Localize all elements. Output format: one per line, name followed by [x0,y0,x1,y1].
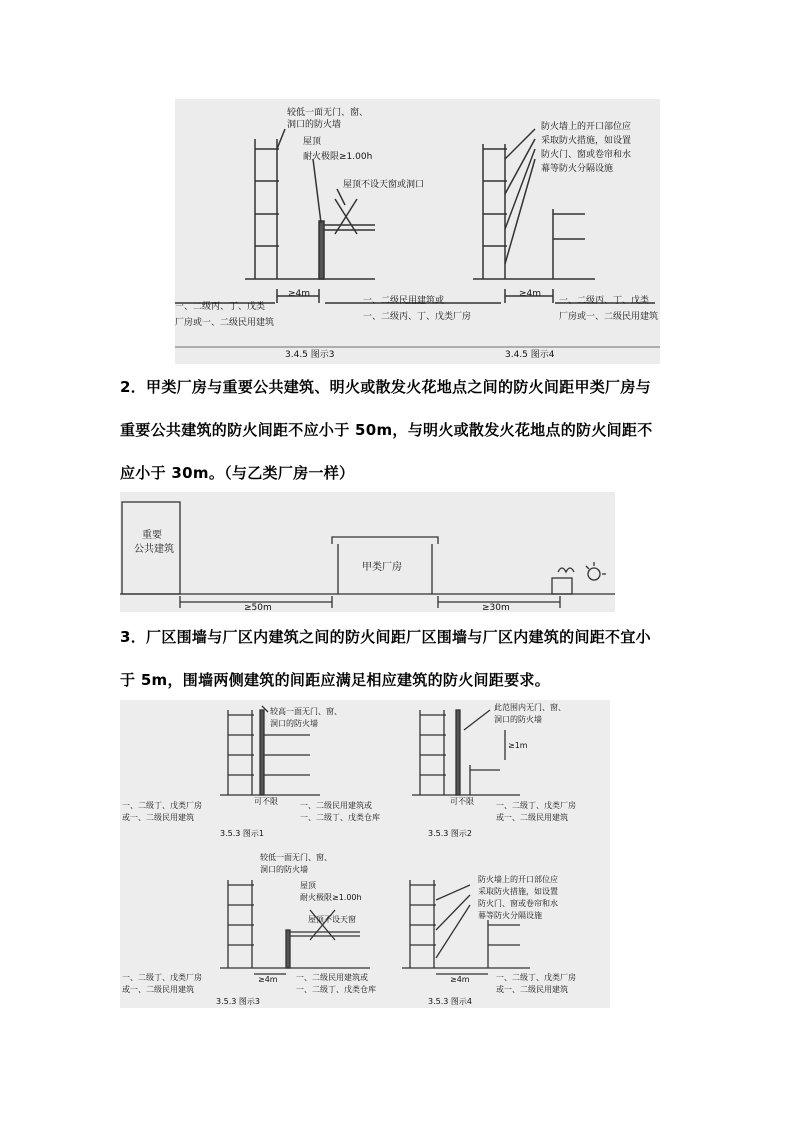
caption-3-4-5-3: 3.4.5 图示3 [285,350,335,360]
note-right-4: 幕等防火分隔设施 [541,164,614,174]
p1-label-right-2: 一、二级丁、戊类仓库 [300,813,380,822]
p3-note-roof-2: 耐火极限≥1.00h [300,893,362,902]
figure-fire-distance-drawing [120,492,615,612]
label-left-2: 厂房或一、二级民用建筑 [175,318,275,328]
note-right-3: 防火门、窗或卷帘和水 [541,150,632,160]
dim-right-panel: ≥4m [519,289,542,299]
paragraph-2 [120,366,680,495]
label-center-2: 一、二级丙、丁、戊类厂房 [363,312,472,322]
p4-caption: 3.5.3 图示4 [428,997,472,1006]
p3-note-wall-1: 较低一面无门、窗、 [260,853,332,862]
p2-label-right-2: 或一、二级民用建筑 [496,813,568,822]
p1-label-left-2: 或一、二级民用建筑 [122,813,194,822]
figure-3-5-3-drawing [120,700,610,1008]
figure-3-4-5 [175,99,660,364]
label-public-building-2: 公共建筑 [134,544,174,555]
note-right-2: 采取防火措施，如设置 [541,136,632,146]
p1-dim: 可不限 [254,797,278,806]
p2-height: ≥1m [508,741,528,750]
paragraph-3-line-2: 于 5m，围墙两侧建筑的间距应满足相应建筑的防火间距要求。 [120,671,550,689]
p2-caption: 3.5.3 图示2 [428,829,472,838]
label-left-1: 一、二级丙、丁、戊类 [175,302,266,312]
p3-note-skylight: 屋顶不设天窗 [308,915,356,924]
p4-label-right-2: 或一、二级民用建筑 [496,985,568,994]
paragraph-3 [120,616,680,702]
note-roof-line-2: 耐火极限≥1.00h [303,152,373,162]
note-wall-line-1: 较低一面无门、窗、 [287,108,369,118]
caption-3-4-5-4: 3.4.5 图示4 [505,350,555,360]
dim-30m: ≥30m [482,603,510,612]
label-center-1: 一、二级民用建筑或 [363,296,445,306]
dim-50m: ≥50m [244,603,272,612]
p3-dim: ≥4m [258,975,278,984]
label-right-2: 厂房或一、二级民用建筑 [559,312,659,322]
p1-note-2: 洞口的防火墙 [270,719,318,728]
p2-note-1: 此范围内无门、窗、 [494,703,566,712]
paragraph-3-line-1: 3．厂区围墙与厂区内建筑之间的防火间距厂区围墙与厂区内建筑的间距不宜小 [120,628,651,646]
p1-caption: 3.5.3 图示1 [220,829,264,838]
label-public-building-1: 重要 [142,530,162,541]
p2-note-2: 洞口的防火墙 [494,715,542,724]
note-right-1: 防火墙上的开口部位应 [541,122,632,132]
p4-dim: ≥4m [450,975,470,984]
p1-note-1: 较高一面无门、窗、 [270,707,342,716]
paragraph-2-line-2: 重要公共建筑的防火间距不应小于 50m，与明火或散发火花地点的防火间距不 [120,421,653,439]
p1-label-left-1: 一、二级丁、戊类厂房 [122,801,202,810]
p3-label-left-1: 一、二级丁、戊类厂房 [122,973,202,982]
figure-3-4-5-drawing [175,99,660,364]
p3-label-right-2: 一、二级丁、戊类仓库 [296,985,376,994]
p1-label-right-1: 一、二级民用建筑或 [300,801,372,810]
dim-left-panel: ≥4m [288,289,311,299]
note-roof-line-1: 屋顶 [303,137,322,147]
note-skylight: 屋顶不设天窗或洞口 [343,180,425,190]
p4-note-4: 幕等防火分隔设施 [478,911,542,920]
figure-fire-distance [120,492,615,612]
p3-caption: 3.5.3 图示3 [216,997,260,1006]
figure-3-5-3 [120,700,610,1008]
p4-note-1: 防火墙上的开口部位应 [478,875,558,884]
p3-label-left-2: 或一、二级民用建筑 [122,985,194,994]
p3-note-roof-1: 屋顶 [300,881,316,890]
label-class-a-factory: 甲类厂房 [362,562,402,573]
p4-note-3: 防火门、窗或卷帘和水 [478,899,558,908]
p3-label-right-1: 一、二级民用建筑或 [296,973,368,982]
p3-note-wall-2: 洞口的防火墙 [260,865,308,874]
label-right-1: 一、二级丙、丁、戊类 [559,296,650,306]
paragraph-2-line-3: 应小于 30m。（与乙类厂房一样） [120,464,355,482]
p4-label-right-1: 一、二级丁、戊类厂房 [496,973,576,982]
note-wall-line-2: 洞口的防火墙 [287,120,342,130]
p2-dim: 可不限 [450,797,474,806]
paragraph-2-line-1: 2．甲类厂房与重要公共建筑、明火或散发火花地点之间的防火间距甲类厂房与 [120,378,651,396]
p4-note-2: 采取防火措施，如设置 [478,887,558,896]
p2-label-right-1: 一、二级丁、戊类厂房 [496,801,576,810]
